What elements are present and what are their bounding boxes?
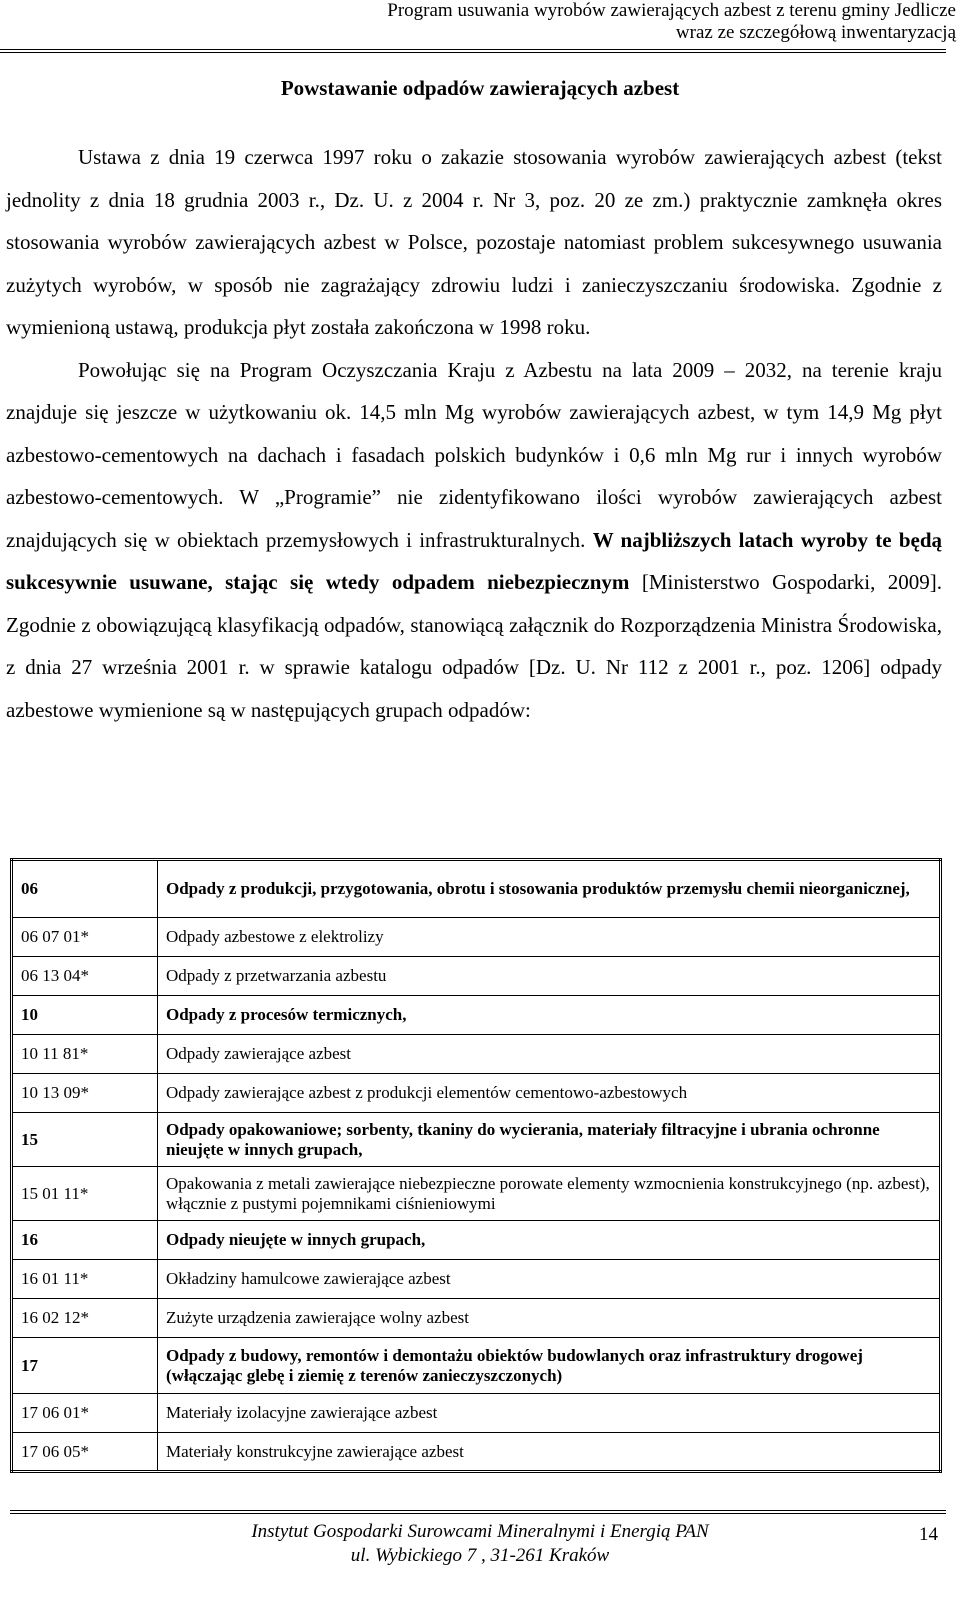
- section-title: Powstawanie odpadów zawierających azbest: [280, 76, 680, 100]
- body-text: [6, 136, 942, 731]
- waste-code: 06 07 01*: [12, 918, 158, 957]
- table-row: [12, 918, 941, 957]
- header-line-2: wraz ze szczegółową inwentaryzacją: [675, 22, 956, 43]
- table-row: [12, 1167, 941, 1221]
- waste-description: Zużyte urządzenia zawierające wolny azbest: [158, 1299, 941, 1338]
- waste-description: Odpady z procesów termicznych,: [158, 996, 941, 1035]
- waste-description: Materiały izolacyjne zawierające azbest: [158, 1394, 941, 1433]
- table-row: [12, 1299, 941, 1338]
- header-rule: [0, 49, 946, 53]
- header-line-1: Program usuwania wyrobów zawierających azbest z terenu gminy Jedlicze: [387, 0, 956, 21]
- paragraph-2-start: Powołując się na Program Oczyszczania Kraju z Azbestu na lata 2009 – 2032, na terenie kraju znajduje się jeszcze w użytkowaniu ok. 14,5 mln Mg wyrobów zawierających azbest, w tym 14,9 Mg płyt azbestowo-cementowych na dachach i fasadach polskich budynków i 0,6 mln Mg rur i innych wyrobów azbestowo-cementowych. W „Programie” nie zidentyfikowano ilości wyrobów zawierających azbest znajdujących się w obiektach przemysłowych i infrastrukturalnych.: [6, 357, 942, 552]
- footer-line-2: ul. Wybickiego 7 , 31-261 Kraków: [350, 1545, 610, 1566]
- footer-rule: [10, 1510, 946, 1514]
- waste-description: Odpady z przetwarzania azbestu: [158, 957, 941, 996]
- waste-code: 15: [12, 1113, 158, 1167]
- waste-description: Opakowania z metali zawierające niebezpieczne porowate elementy wzmocnienia konstrukcyjnego (np. azbest), włącznie z pustymi pojemnikami ciśnieniowymi: [158, 1167, 941, 1221]
- waste-description: Odpady nieujęte w innych grupach,: [158, 1221, 941, 1260]
- footer-line-1: Instytut Gospodarki Surowcami Mineralnymi i Energią PAN: [251, 1521, 709, 1542]
- waste-description: Materiały konstrukcyjne zawierające azbest: [158, 1433, 941, 1472]
- waste-code: 06 13 04*: [12, 957, 158, 996]
- page-number: 14: [919, 1524, 938, 1545]
- waste-code: 10: [12, 996, 158, 1035]
- waste-code: 17: [12, 1338, 158, 1394]
- waste-description: Odpady zawierające azbest z produkcji elementów cementowo-azbestowych: [158, 1074, 941, 1113]
- table-row: [12, 1338, 941, 1394]
- waste-code: 16 01 11*: [12, 1260, 158, 1299]
- table-row: [12, 860, 941, 918]
- paragraph-2: [6, 349, 942, 732]
- table-row: [12, 1113, 941, 1167]
- waste-code: 06: [12, 860, 158, 918]
- waste-description: Odpady opakowaniowe; sorbenty, tkaniny do wycierania, materiały filtracyjne i ubrania ochronne nieujęte w innych grupach,: [158, 1113, 941, 1167]
- waste-code: 10 11 81*: [12, 1035, 158, 1074]
- waste-description: Odpady z budowy, remontów i demontażu obiektów budowlanych oraz infrastruktury drogowej (włączając glebę i ziemię z terenów zanieczyszczonych): [158, 1338, 941, 1394]
- table-row: [12, 1074, 941, 1113]
- page-header: [0, 0, 960, 44]
- waste-description: Odpady z produkcji, przygotowania, obrotu i stosowania produktów przemysłu chemii nieorganicznej,: [158, 860, 941, 918]
- waste-description: Okładziny hamulcowe zawierające azbest: [158, 1260, 941, 1299]
- paragraph-2-end: [Ministerstwo Gospodarki, 2009]. Zgodnie z obowiązującą klasyfikacją odpadów, stanowiącą załącznik do Rozporządzenia Ministra Środowiska, z dnia 27 września 2001 r. w sprawie katalogu odpadów [Dz. U. Nr 112 z 2001 r., poz. 1206] odpady azbestowe wymienione są w następujących grupach odpadów:: [6, 570, 943, 722]
- table-row: [12, 1260, 941, 1299]
- waste-codes-table: [10, 858, 942, 1473]
- paragraph-1: Ustawa z dnia 19 czerwca 1997 roku o zakazie stosowania wyrobów zawierających azbest (tekst jednolity z dnia 18 grudnia 2003 r., Dz. U. z 2004 r. Nr 3, poz. 20 ze zm.) praktycznie zamknęła okres stosowania wyrobów zawierających azbest w Polsce, pozostaje natomiast problem sukcesywnego usuwania zużytych wyrobów, w sposób nie zagrażający zdrowiu ludzi i zanieczyszczaniu środowiska. Zgodnie z wymienioną ustawą, produkcja płyt została zakończona w 1998 roku.: [6, 145, 942, 339]
- table-row: [12, 1394, 941, 1433]
- waste-code: 10 13 09*: [12, 1074, 158, 1113]
- table-row: [12, 1035, 941, 1074]
- waste-code: 16: [12, 1221, 158, 1260]
- page-footer: [0, 1520, 960, 1568]
- waste-description: Odpady azbestowe z elektrolizy: [158, 918, 941, 957]
- waste-code: 17 06 05*: [12, 1433, 158, 1472]
- waste-description: Odpady zawierające azbest: [158, 1035, 941, 1074]
- waste-code: 17 06 01*: [12, 1394, 158, 1433]
- table-row: [12, 996, 941, 1035]
- table-row: [12, 957, 941, 996]
- waste-code: 15 01 11*: [12, 1167, 158, 1221]
- table-row: [12, 1221, 941, 1260]
- waste-code: 16 02 12*: [12, 1299, 158, 1338]
- table-row: [12, 1433, 941, 1472]
- paragraph-2-bold: W najbliższych latach wyroby te będą sukcesywnie usuwane, stając się wtedy odpadem niebezpiecznym: [6, 527, 943, 594]
